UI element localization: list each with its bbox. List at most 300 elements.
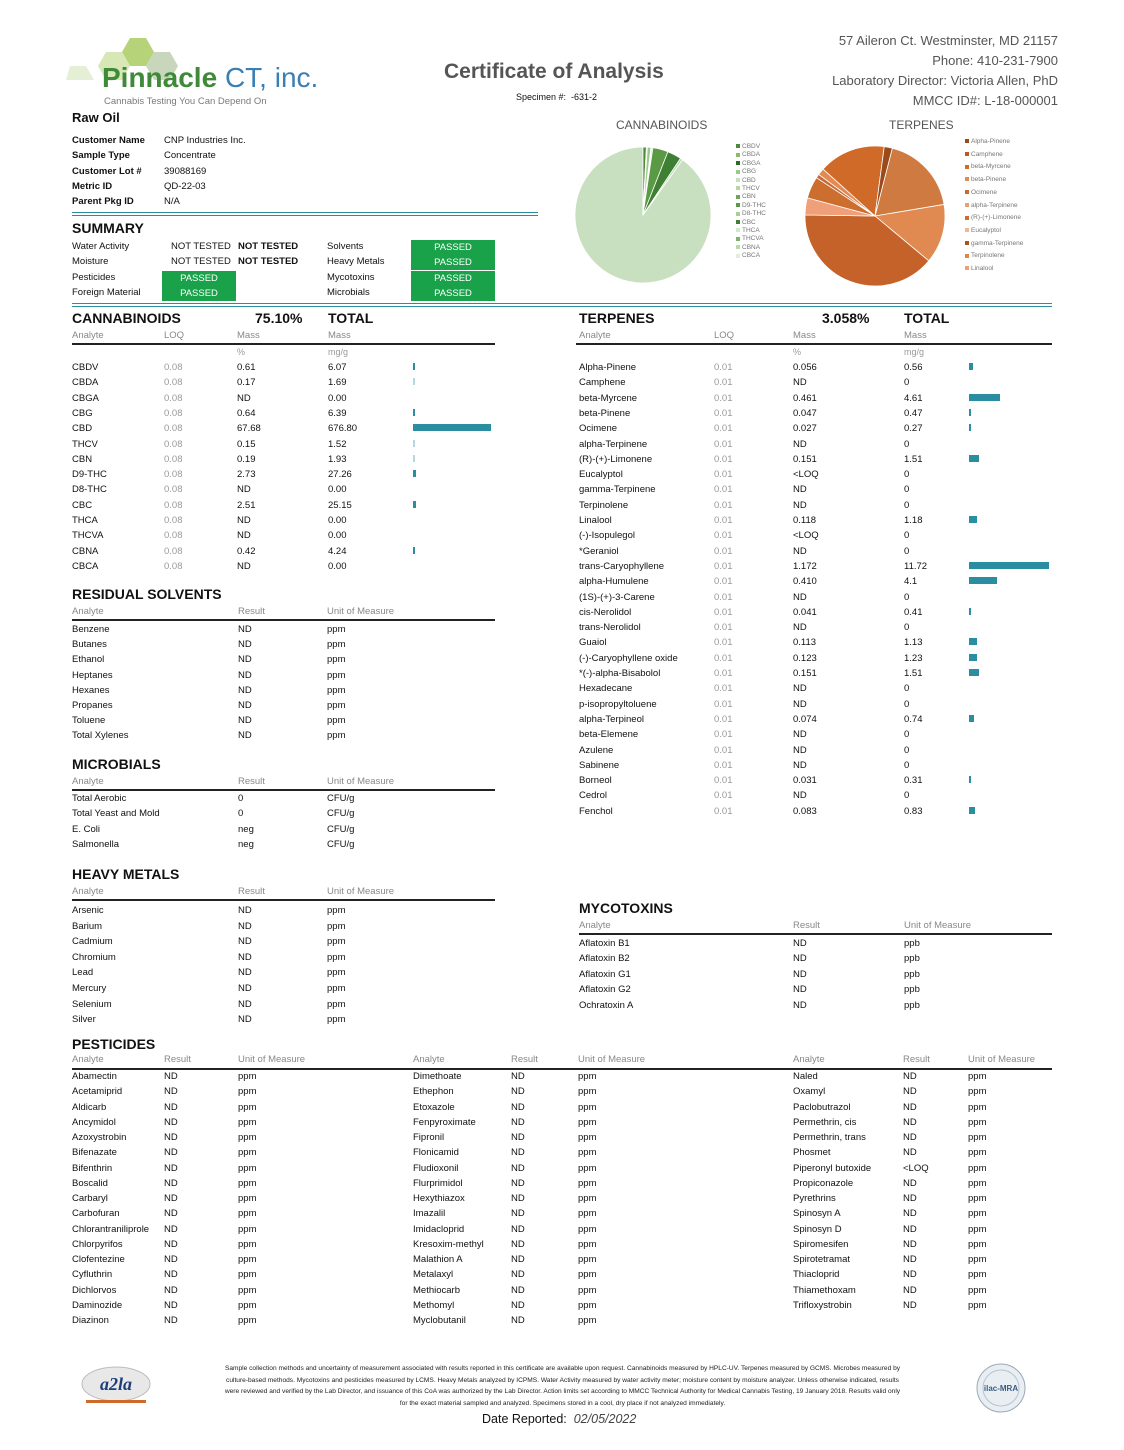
legend-item <box>736 143 766 151</box>
table-cell: Clofentezine <box>72 1254 125 1265</box>
divider <box>72 343 495 345</box>
table-cell: ND <box>511 1299 525 1311</box>
tagline: Cannabis Testing You Can Depend On <box>104 96 267 107</box>
sample-field-value: CNP Industries Inc. <box>164 135 246 146</box>
table-cell: ND <box>903 1177 917 1189</box>
table-cell: ND <box>238 700 252 711</box>
column-header: Result <box>511 1054 538 1065</box>
terpenes-total: TOTAL <box>904 310 950 326</box>
column-header: Mass <box>237 330 260 341</box>
table-cell: Permethrin, trans <box>793 1132 866 1143</box>
legend-swatch <box>736 144 740 148</box>
table-cell: Lead <box>72 967 94 979</box>
table-cell: ppm <box>327 730 346 742</box>
legend-label: CBGA <box>742 159 761 167</box>
loq-value: 0.01 <box>714 713 733 725</box>
mass-bar <box>413 501 416 508</box>
table-cell: ND <box>164 1086 178 1098</box>
legend-swatch <box>965 266 969 270</box>
legend-swatch <box>736 170 740 174</box>
mass-mg: 0.00 <box>328 530 347 542</box>
loq-value: 0.08 <box>164 545 183 557</box>
analyte-name: CBC <box>72 499 93 511</box>
table-cell: Benzene <box>72 624 110 635</box>
legend-swatch <box>736 186 740 190</box>
mass-mg: 0.31 <box>904 775 923 787</box>
table-cell: neg <box>238 823 254 835</box>
summary-title: SUMMARY <box>72 220 144 236</box>
table-cell: Flonicamid <box>413 1147 459 1159</box>
analyte-name: (-)-Isopulegol <box>579 530 635 542</box>
table-cell: Ochratoxin A <box>579 999 634 1011</box>
mass-percent: ND <box>793 591 807 603</box>
table-cell: ND <box>903 1071 917 1082</box>
mass-percent: ND <box>793 484 807 496</box>
loq-value: 0.08 <box>164 560 183 572</box>
legend-label: CBG <box>742 168 757 176</box>
svg-text:ilac-MRA: ilac-MRA <box>983 1384 1019 1393</box>
analyte-name: alpha-Humulene <box>579 576 649 588</box>
table-cell: Acetamiprid <box>72 1086 123 1098</box>
table-cell: Butanes <box>72 639 107 651</box>
legend-item <box>965 174 1023 187</box>
table-cell: Imidacloprid <box>413 1223 465 1235</box>
table-cell: 0 <box>238 808 244 820</box>
mass-mg: 0.83 <box>904 805 923 817</box>
loq-value: 0.01 <box>714 453 733 465</box>
summary-label: Pesticides <box>72 271 116 283</box>
loq-value: 0.01 <box>714 591 733 603</box>
table-cell: Mercury <box>72 983 107 994</box>
table-cell: ppm <box>968 1177 987 1189</box>
sample-field-label: Parent Pkg ID <box>72 196 134 208</box>
table-cell: ppm <box>968 1269 987 1281</box>
legend-label: THCVA <box>742 235 764 243</box>
analyte-name: CBDV <box>72 362 99 373</box>
analyte-name: CBD <box>72 423 93 435</box>
table-cell: ppm <box>578 1071 597 1082</box>
mass-percent: 0.074 <box>793 713 817 725</box>
mass-bar <box>969 669 979 676</box>
table-cell: ppm <box>578 1284 597 1296</box>
column-header: Unit of Measure <box>578 1054 646 1065</box>
summary-result: NOT TESTED <box>171 241 231 252</box>
table-cell: ND <box>238 669 252 681</box>
table-cell: ND <box>238 951 252 963</box>
legend-label: CBDV <box>742 143 761 150</box>
mass-bar <box>969 608 971 615</box>
table-cell: ppb <box>904 968 920 980</box>
table-cell: ppm <box>238 1269 257 1281</box>
table-cell: ND <box>164 1132 178 1143</box>
terpenes-pie-title: TERPENES <box>889 118 954 132</box>
legend-label: D9-THC <box>742 201 766 209</box>
table-cell: ND <box>164 1238 178 1250</box>
table-cell: Cadmium <box>72 936 113 948</box>
table-cell: ND <box>511 1101 525 1113</box>
loq-value: 0.01 <box>714 392 733 404</box>
table-cell: ND <box>238 920 252 932</box>
table-cell: Piperonyl butoxide <box>793 1162 872 1174</box>
mass-bar <box>969 363 973 370</box>
sample-field-value: 39088169 <box>164 165 207 177</box>
analyte-name: *(-)-alpha-Bisabolol <box>579 668 661 679</box>
mass-percent: 0.031 <box>793 775 817 787</box>
analyte-name: gamma-Terpinene <box>579 484 656 496</box>
column-header: Analyte <box>72 606 104 617</box>
analyte-name: cis-Nerolidol <box>579 606 632 618</box>
table-cell: ppm <box>327 1014 346 1026</box>
legend-label: Terpinolene <box>971 252 1005 260</box>
date-reported: Date Reported: 02/05/2022 <box>482 1412 637 1426</box>
cannabinoids-percent: 75.10% <box>255 310 303 326</box>
mass-bar <box>969 715 974 722</box>
mass-percent: 0.151 <box>793 668 817 679</box>
terpenes-title: TERPENES <box>579 310 655 326</box>
divider <box>72 212 538 213</box>
mass-percent: 0.15 <box>237 438 256 450</box>
mass-percent: 2.51 <box>237 499 256 511</box>
table-cell: ND <box>164 1269 178 1281</box>
table-cell: Pyrethrins <box>793 1193 836 1204</box>
mass-percent: 0.61 <box>237 362 256 373</box>
ilac-logo <box>975 1362 1027 1414</box>
mass-mg: 1.51 <box>904 668 923 679</box>
table-cell: Metalaxyl <box>413 1269 454 1281</box>
legend-label: beta-Pinene <box>971 176 1007 184</box>
table-cell: ppm <box>578 1315 597 1326</box>
loq-value: 0.08 <box>164 423 183 435</box>
legend-label: Eucalyptol <box>971 226 1001 234</box>
table-cell: ppm <box>238 1177 257 1189</box>
column-header: Mass <box>904 330 927 341</box>
mass-mg: 25.15 <box>328 499 352 511</box>
loq-value: 0.01 <box>714 407 733 419</box>
loq-value: 0.01 <box>714 545 733 557</box>
table-cell: ND <box>903 1269 917 1281</box>
mass-mg: 0 <box>904 377 910 389</box>
divider <box>579 933 1052 935</box>
mass-percent: 0.056 <box>793 362 817 373</box>
loq-value: 0.01 <box>714 560 733 572</box>
analyte-name: Eucalyptol <box>579 469 623 481</box>
mass-percent: ND <box>793 759 807 771</box>
loq-value: 0.01 <box>714 377 733 389</box>
loq-value: 0.01 <box>714 530 733 542</box>
loq-value: 0.01 <box>714 606 733 618</box>
mass-mg: 0 <box>904 469 910 481</box>
table-cell: ppm <box>238 1284 257 1296</box>
loq-value: 0.01 <box>714 423 733 435</box>
table-cell: Methomyl <box>413 1299 455 1311</box>
table-cell: ND <box>903 1101 917 1113</box>
legend-item <box>965 136 1023 149</box>
table-cell: Boscalid <box>72 1177 108 1189</box>
loq-value: 0.01 <box>714 729 733 741</box>
column-header: Result <box>238 776 265 787</box>
table-cell: ppm <box>578 1254 597 1265</box>
loq-value: 0.01 <box>714 515 733 526</box>
mass-mg: 0 <box>904 438 910 450</box>
table-cell: E. Coli <box>72 823 100 835</box>
column-header: Unit of Measure <box>904 920 972 931</box>
legend-label: gamma-Terpinene <box>971 239 1024 247</box>
mass-mg: 1.52 <box>328 438 347 450</box>
table-cell: Fipronil <box>413 1132 445 1143</box>
table-cell: Total Aerobic <box>72 793 127 804</box>
table-cell: Aflatoxin G2 <box>579 984 631 996</box>
table-cell: Imazalil <box>413 1208 446 1220</box>
legend-swatch <box>965 228 969 232</box>
cannabinoids-pie-title: CANNABINOIDS <box>616 118 708 132</box>
mass-bar <box>969 409 971 416</box>
summary-result: NOT TESTED <box>238 241 299 252</box>
table-cell: ND <box>238 905 252 916</box>
legend-item <box>965 250 1023 263</box>
table-cell: ND <box>511 1086 525 1098</box>
mass-mg: 0 <box>904 591 910 603</box>
legend-item <box>736 244 766 252</box>
loq-value: 0.01 <box>714 362 733 373</box>
analyte-name: CBN <box>72 453 93 465</box>
loq-value: 0.01 <box>714 805 733 817</box>
loq-value: 0.08 <box>164 377 183 389</box>
table-cell: Barium <box>72 920 103 932</box>
page-title: Certificate of Analysis <box>444 60 664 83</box>
table-cell: ND <box>511 1238 525 1250</box>
mass-mg: 0 <box>904 683 910 695</box>
mass-percent: ND <box>793 377 807 389</box>
table-cell: Phosmet <box>793 1147 831 1159</box>
mass-mg: 0 <box>904 744 910 756</box>
status-badge: PASSED <box>411 255 495 270</box>
legend-label: (R)-(+)-Limonene <box>971 214 1022 222</box>
table-cell: ppm <box>968 1116 987 1128</box>
table-cell: ppm <box>578 1177 597 1189</box>
mass-percent: ND <box>237 530 251 542</box>
mass-mg: 6.07 <box>328 362 347 373</box>
mass-bar <box>969 654 977 661</box>
column-header: Mass <box>793 330 816 341</box>
analyte-name: Borneol <box>579 775 612 787</box>
address: 57 Aileron Ct. Westminster, MD 21157 <box>838 33 1058 48</box>
legend-swatch <box>965 152 969 156</box>
loq-value: 0.01 <box>714 698 733 710</box>
summary-label: Mycotoxins <box>327 271 375 283</box>
table-cell: ppm <box>968 1147 987 1159</box>
mass-mg: 0.00 <box>328 484 347 496</box>
table-cell: Aflatoxin B1 <box>579 938 630 949</box>
column-header: Result <box>238 606 265 617</box>
table-cell: ND <box>238 715 252 727</box>
legend-item <box>965 187 1023 200</box>
table-cell: ND <box>793 968 807 980</box>
mass-mg: 0 <box>904 530 910 542</box>
analyte-name: D8-THC <box>72 484 107 496</box>
legend-swatch <box>965 139 969 143</box>
legend-item <box>736 185 766 193</box>
table-cell: ND <box>793 953 807 965</box>
mass-bar <box>413 470 416 477</box>
summary-label: Moisture <box>72 256 109 268</box>
loq-value: 0.08 <box>164 392 183 404</box>
column-header: Unit of Measure <box>238 1054 306 1065</box>
table-cell: ND <box>903 1132 917 1143</box>
table-cell: ND <box>903 1223 917 1235</box>
mmcc-id: MMCC ID#: L-18-000001 <box>912 93 1058 108</box>
legend-swatch <box>736 178 740 182</box>
table-cell: ND <box>238 639 252 651</box>
table-cell: ppm <box>968 1208 987 1220</box>
table-cell: ND <box>164 1193 178 1204</box>
table-cell: ppm <box>968 1086 987 1098</box>
table-cell: Permethrin, cis <box>793 1116 857 1128</box>
mass-bar <box>969 638 977 645</box>
legend-swatch <box>965 241 969 245</box>
table-cell: ND <box>793 999 807 1011</box>
table-cell: Fenpyroximate <box>413 1116 476 1128</box>
table-cell: Thiamethoxam <box>793 1284 856 1296</box>
table-cell: Total Yeast and Mold <box>72 808 160 820</box>
status-badge: PASSED <box>411 240 495 255</box>
loq-value: 0.01 <box>714 683 733 695</box>
table-cell: ppb <box>904 984 920 996</box>
analyte-name: (1S)-(+)-3-Carene <box>579 591 655 603</box>
mass-mg: 4.61 <box>904 392 923 404</box>
director: Laboratory Director: Victoria Allen, PhD <box>832 73 1058 88</box>
mass-percent: ND <box>237 560 251 572</box>
analyte-name: trans-Caryophyllene <box>579 560 665 572</box>
table-cell: Paclobutrazol <box>793 1101 851 1113</box>
table-cell: ND <box>164 1284 178 1296</box>
legend-swatch <box>965 216 969 220</box>
table-cell: ND <box>238 730 252 742</box>
table-cell: Methiocarb <box>413 1284 460 1296</box>
table-cell: Toluene <box>72 715 106 727</box>
legend-label: CBD <box>742 176 756 184</box>
footer-line: Sample collection methods and uncertainty of measurement associated with results reported in this certificate are available upon request. Cannabinoids measured by HPLC-UV. Terpenes measured by GCMS. Microbes measured by <box>224 1365 901 1372</box>
divider <box>72 1068 1052 1070</box>
analyte-name: THCV <box>72 438 98 450</box>
table-cell: ppm <box>578 1193 597 1204</box>
loq-value: 0.01 <box>714 637 733 649</box>
table-cell: ppm <box>238 1147 257 1159</box>
mass-percent: ND <box>237 392 251 404</box>
legend-label: CBNA <box>742 243 761 251</box>
table-cell: ppb <box>904 999 920 1011</box>
loq-value: 0.08 <box>164 453 183 465</box>
table-cell: Aldicarb <box>72 1101 107 1113</box>
unit-label: mg/g <box>904 347 925 357</box>
legend-item <box>736 168 766 176</box>
analyte-name: Sabinene <box>579 759 620 771</box>
table-cell: ppm <box>968 1254 987 1265</box>
mass-mg: 676.80 <box>328 423 358 435</box>
legend-item <box>736 193 766 201</box>
footer-line: were reviewed and verified by the Lab Director, and issuance of this CoA was authorized by the Lab Director. Action limits set according to MMCC Technical Authority for Medical Cannabis Testing, 19 January 2018. Results valid only <box>224 1388 901 1395</box>
mass-mg: 1.23 <box>904 652 923 664</box>
table-cell: ND <box>238 684 252 696</box>
table-cell: ppm <box>968 1299 987 1311</box>
table-cell: Propiconazole <box>793 1177 854 1189</box>
legend-label: D8-THC <box>742 210 766 218</box>
terpenes-legend <box>965 136 1023 276</box>
mass-percent: 2.73 <box>237 469 256 481</box>
table-cell: ppm <box>238 1208 257 1220</box>
analyte-name: THCA <box>72 515 98 526</box>
summary-label: Heavy Metals <box>327 256 385 268</box>
loq-value: 0.01 <box>714 469 733 481</box>
table-cell: Spirotetramat <box>793 1254 851 1265</box>
analyte-name: (-)-Caryophyllene oxide <box>579 652 678 664</box>
table-cell: ppm <box>578 1223 597 1235</box>
mass-percent: 0.118 <box>793 515 817 526</box>
mass-percent: ND <box>793 698 807 710</box>
table-cell: ppm <box>327 951 346 963</box>
legend-item <box>736 160 766 168</box>
pesticides-title: PESTICIDES <box>72 1036 156 1052</box>
legend-item <box>965 212 1023 225</box>
analyte-name: Ocimene <box>579 423 618 435</box>
table-cell: Naled <box>793 1071 818 1082</box>
summary-label: Water Activity <box>72 241 130 252</box>
legend-swatch <box>965 165 969 169</box>
mass-bar <box>969 394 1000 401</box>
table-cell: ND <box>238 967 252 979</box>
table-cell: ND <box>511 1269 525 1281</box>
table-cell: ND <box>903 1284 917 1296</box>
table-cell: Spinosyn A <box>793 1208 841 1220</box>
column-header: Result <box>164 1054 191 1065</box>
legend-swatch <box>736 254 740 258</box>
table-cell: ppm <box>578 1162 597 1174</box>
sample-field-value: Concentrate <box>164 150 216 162</box>
mass-mg: 0.41 <box>904 606 923 618</box>
table-cell: Ethephon <box>413 1086 454 1098</box>
table-cell: Etoxazole <box>413 1101 455 1113</box>
cannabinoids-total: TOTAL <box>328 310 374 326</box>
table-cell: ND <box>903 1208 917 1220</box>
table-cell: Heptanes <box>72 669 113 681</box>
legend-item <box>736 177 766 185</box>
mass-mg: 0 <box>904 790 910 802</box>
loq-value: 0.01 <box>714 438 733 450</box>
table-cell: ppm <box>327 905 346 916</box>
loq-value: 0.01 <box>714 576 733 588</box>
table-cell: neg <box>238 839 254 851</box>
mass-mg: 1.93 <box>328 453 347 465</box>
mass-percent: 0.42 <box>237 545 256 557</box>
table-cell: Hexythiazox <box>413 1193 465 1204</box>
mass-percent: ND <box>793 438 807 450</box>
column-header: Unit of Measure <box>327 886 395 897</box>
legend-swatch <box>736 203 740 207</box>
loq-value: 0.08 <box>164 362 183 373</box>
table-cell: Bifenthrin <box>72 1162 113 1174</box>
divider <box>72 306 1052 307</box>
table-cell: ND <box>164 1177 178 1189</box>
table-cell: ND <box>164 1315 178 1326</box>
mass-bar <box>969 562 1049 569</box>
legend-swatch <box>965 254 969 258</box>
analyte-name: *Geraniol <box>579 545 619 557</box>
legend-swatch <box>736 220 740 224</box>
table-cell: Chromium <box>72 951 116 963</box>
table-cell: Salmonella <box>72 839 119 851</box>
analyte-name: beta-Elemene <box>579 729 639 741</box>
table-cell: ppm <box>578 1116 597 1128</box>
table-cell: ND <box>164 1208 178 1220</box>
